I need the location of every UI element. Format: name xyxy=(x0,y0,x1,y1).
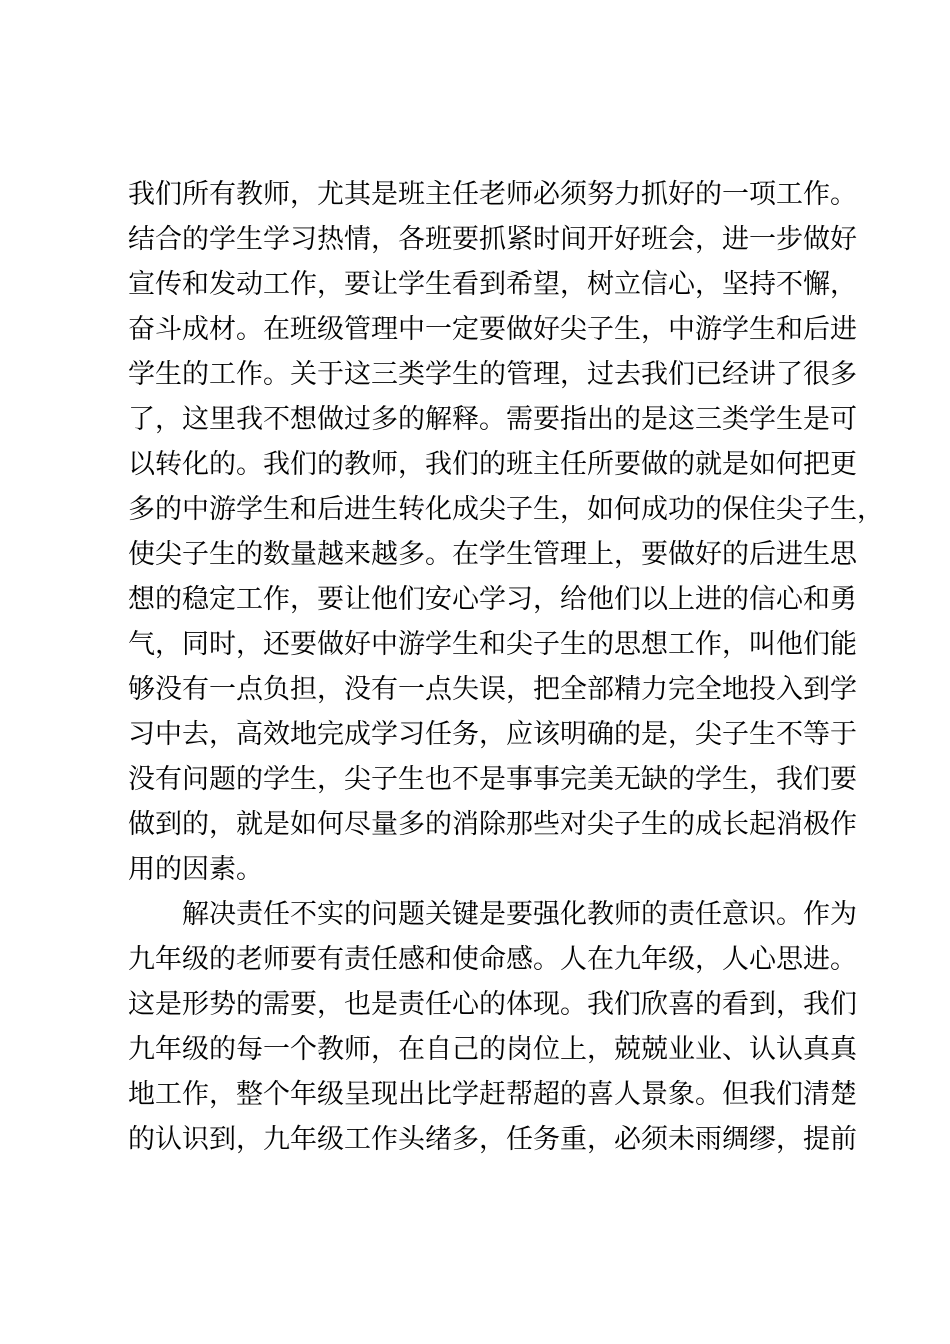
paragraph-end-line: 用的因素。 xyxy=(128,854,263,885)
text-line: 学生的工作。关于这三类学生的管理，过去我们已经讲了很多 xyxy=(128,359,857,390)
text-line: 了，这里我不想做过多的解释。需要指出的是这三类学生是可 xyxy=(128,404,857,435)
text-line: 地工作，整个年级呈现出比学赶帮超的喜人景象。但我们清楚 xyxy=(128,1079,857,1110)
text-line: 没有问题的学生，尖子生也不是事事完美无缺的学生，我们要 xyxy=(128,764,857,795)
text-line: 习中去，高效地完成学习任务，应该明确的是，尖子生不等于 xyxy=(128,719,857,750)
text-line: 结合的学生学习热情，各班要抓紧时间开好班会，进一步做好 xyxy=(128,224,857,255)
text-line: 九年级的每一个教师，在自己的岗位上，兢兢业业、认认真真 xyxy=(128,1034,857,1065)
body-text xyxy=(128,172,884,1162)
text-line: 以转化的。我们的教师，我们的班主任所要做的就是如何把更 xyxy=(128,449,857,480)
text-line: 我们所有教师，尤其是班主任老师必须努力抓好的一项工作。 xyxy=(128,179,857,210)
paragraph-start-line: 解决责任不实的问题关键是要强化教师的责任意识。作为 xyxy=(182,899,857,930)
text-line: 使尖子生的数量越来越多。在学生管理上，要做好的后进生思 xyxy=(128,539,857,570)
text-line: 想的稳定工作，要让他们安心学习，给他们以上进的信心和勇 xyxy=(128,584,857,615)
text-line: 够没有一点负担，没有一点失误，把全部精力完全地投入到学 xyxy=(128,674,857,705)
text-line: 九年级的老师要有责任感和使命感。人在九年级，人心思进。 xyxy=(128,944,857,975)
text-line: 气，同时，还要做好中游学生和尖子生的思想工作，叫他们能 xyxy=(128,629,857,660)
text-line: 宣传和发动工作，要让学生看到希望，树立信心，坚持不懈， xyxy=(128,269,857,300)
text-line: 做到的，就是如何尽量多的消除那些对尖子生的成长起消极作 xyxy=(128,809,857,840)
text-line: 这是形势的需要，也是责任心的体现。我们欣喜的看到，我们 xyxy=(128,989,857,1020)
text-line: 多的中游学生和后进生转化成尖子生，如何成功的保住尖子生， xyxy=(128,494,884,525)
text-line: 的认识到，九年级工作头绪多，任务重，必须未雨绸缪，提前 xyxy=(128,1124,857,1155)
text-line: 奋斗成材。在班级管理中一定要做好尖子生，中游学生和后进 xyxy=(128,314,857,345)
